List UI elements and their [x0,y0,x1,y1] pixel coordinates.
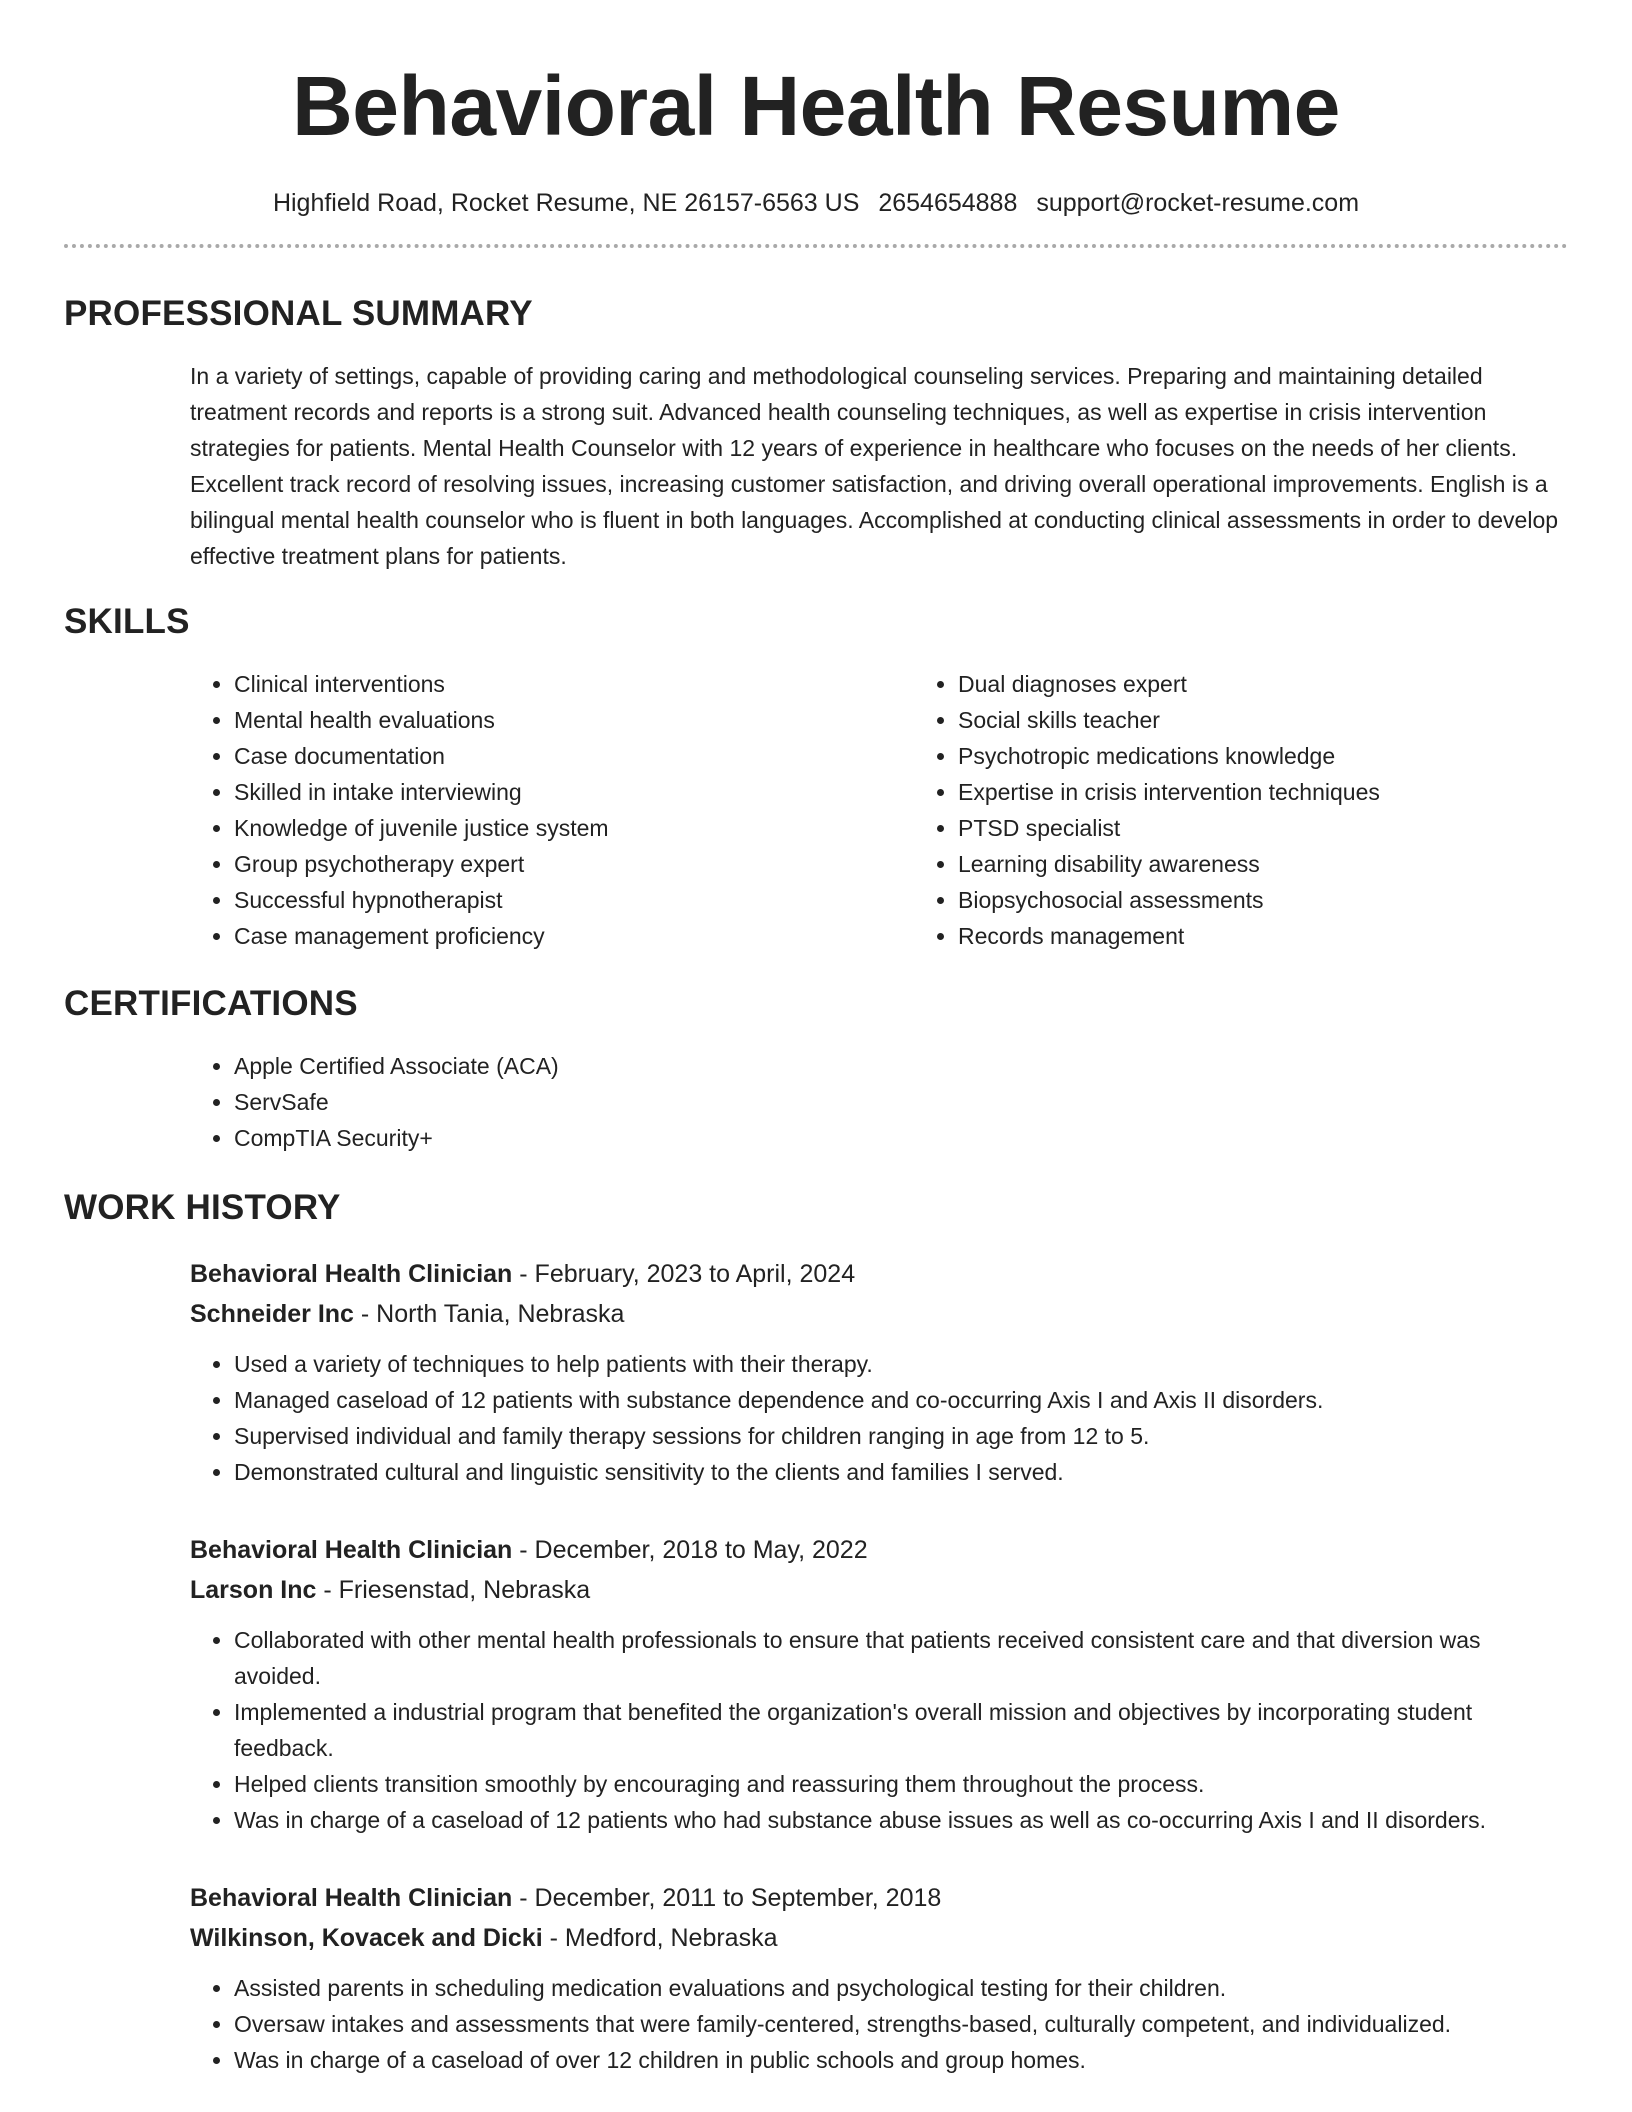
job-bullet: • Used a variety of techniques to help patients with their therapy. [234,1346,1568,1382]
job-bullet: • Supervised individual and family therapy sessions for children ranging in age from 12 to 5. [234,1418,1568,1454]
skill-item: • Biopsychosocial assessments [958,882,1632,918]
resume-title: Behavioral Health Resume [292,59,1340,153]
job-title: Behavioral Health Clinician [190,1536,513,1564]
job-title-line [190,1532,1568,1568]
job-bullets [190,1622,1568,1838]
job-entry [190,1256,1568,1490]
job-bullet: • Assisted parents in scheduling medication evaluations and psychological testing for their children. [234,1970,1568,2006]
contact-email: support@rocket-resume.com [1036,189,1360,217]
section-title-skills: SKILLS [64,602,190,641]
job-company: Schneider Inc [190,1300,354,1328]
job-bullets [190,1970,1568,2078]
skill-item: • Mental health evaluations [234,702,914,738]
job-bullet: • Demonstrated cultural and linguistic sensitivity to the clients and families I served. [234,1454,1568,1490]
job-company-line [190,1296,1568,1332]
skill-item: • Case documentation [234,738,914,774]
skill-item: • Case management proficiency [234,918,914,954]
certification-item: • Apple Certified Associate (ACA) [234,1048,1568,1084]
job-company-line [190,1920,1568,1956]
skill-item: • Skilled in intake interviewing [234,774,914,810]
job-dates: - December, 2018 to May, 2022 [512,1536,868,1564]
skills-columns [190,666,1568,954]
job-title: Behavioral Health Clinician [190,1260,513,1288]
section-title-work-history: WORK HISTORY [64,1188,341,1227]
section-title-summary: PROFESSIONAL SUMMARY [64,294,533,333]
job-company: Larson Inc [190,1576,317,1604]
job-bullets [190,1346,1568,1490]
skill-item: • Dual diagnoses expert [958,666,1632,702]
contact-address: Highfield Road, Rocket Resume, NE 26157-6563 US [272,189,860,217]
job-bullet: • Managed caseload of 12 patients with substance dependence and co-occurring Axis I and Axis II disorders. [234,1382,1568,1418]
job-company-line [190,1572,1568,1608]
job-location: - Medford, Nebraska [542,1924,778,1952]
job-company: Wilkinson, Kovacek and Dicki [190,1924,543,1952]
skill-item: • PTSD specialist [958,810,1632,846]
contact-phone: 2654654888 [878,189,1018,217]
job-title: Behavioral Health Clinician [190,1884,513,1912]
certifications-list [190,1048,1568,1156]
job-dates: - December, 2011 to September, 2018 [512,1884,942,1912]
skill-item: • Group psychotherapy expert [234,846,914,882]
skill-item: • Expertise in crisis intervention techniques [958,774,1632,810]
skill-item: • Learning disability awareness [958,846,1632,882]
job-location: - Friesenstad, Nebraska [316,1576,591,1604]
skill-item: • Successful hypnotherapist [234,882,914,918]
job-bullet: • Was in charge of a caseload of over 12 children in public schools and group homes. [234,2042,1568,2078]
certification-item: • CompTIA Security+ [234,1120,1568,1156]
skill-item: • Clinical interventions [234,666,914,702]
skill-item: • Psychotropic medications knowledge [958,738,1632,774]
job-title-line [190,1880,1568,1916]
job-entry [190,1532,1568,1838]
contact-line [64,186,1568,220]
skill-item: • Knowledge of juvenile justice system [234,810,914,846]
job-entry [190,1880,1568,2078]
job-location: - North Tania, Nebraska [353,1300,625,1328]
job-bullet: • Implemented a industrial program that benefited the organization's overall mission and objectives by incorporating student feedback. [234,1694,1568,1766]
certification-item: • ServSafe [234,1084,1568,1120]
header-divider [64,244,1568,248]
job-bullet: • Oversaw intakes and assessments that were family-centered, strengths-based, culturally competent, and individualized. [234,2006,1568,2042]
job-title-line [190,1256,1568,1292]
job-bullet: • Was in charge of a caseload of 12 patients who had substance abuse issues as well as co-occurring Axis I and II disorders. [234,1802,1568,1838]
skill-item: • Records management [958,918,1632,954]
skill-item: • Social skills teacher [958,702,1632,738]
skills-list-right [914,666,1632,954]
section-title-certifications: CERTIFICATIONS [64,984,358,1023]
summary-text: In a variety of settings, capable of providing caring and methodological counseling services. Preparing and maintaining detailed treatment records and reports is a strong suit. Advanced health counseling techniques, as well as expertise in crisis intervention strategies for patients. Mental Health Counselor with 12 years of experience in healthcare who focuses on the needs of her clients. Excellent track record of resolving issues, increasing customer satisfaction, and driving overall operational improvements. English is a bilingual mental health counselor who is fluent in both languages. Accomplished at conducting clinical assessments in order to develop effective treatment plans for patients. [190,363,1559,569]
skills-list-left [190,666,914,954]
job-bullet: • Helped clients transition smoothly by encouraging and reassuring them throughout the process. [234,1766,1568,1802]
job-dates: - February, 2023 to April, 2024 [512,1260,856,1288]
job-bullet: • Collaborated with other mental health professionals to ensure that patients received consistent care and that diversion was avoided. [234,1622,1568,1694]
